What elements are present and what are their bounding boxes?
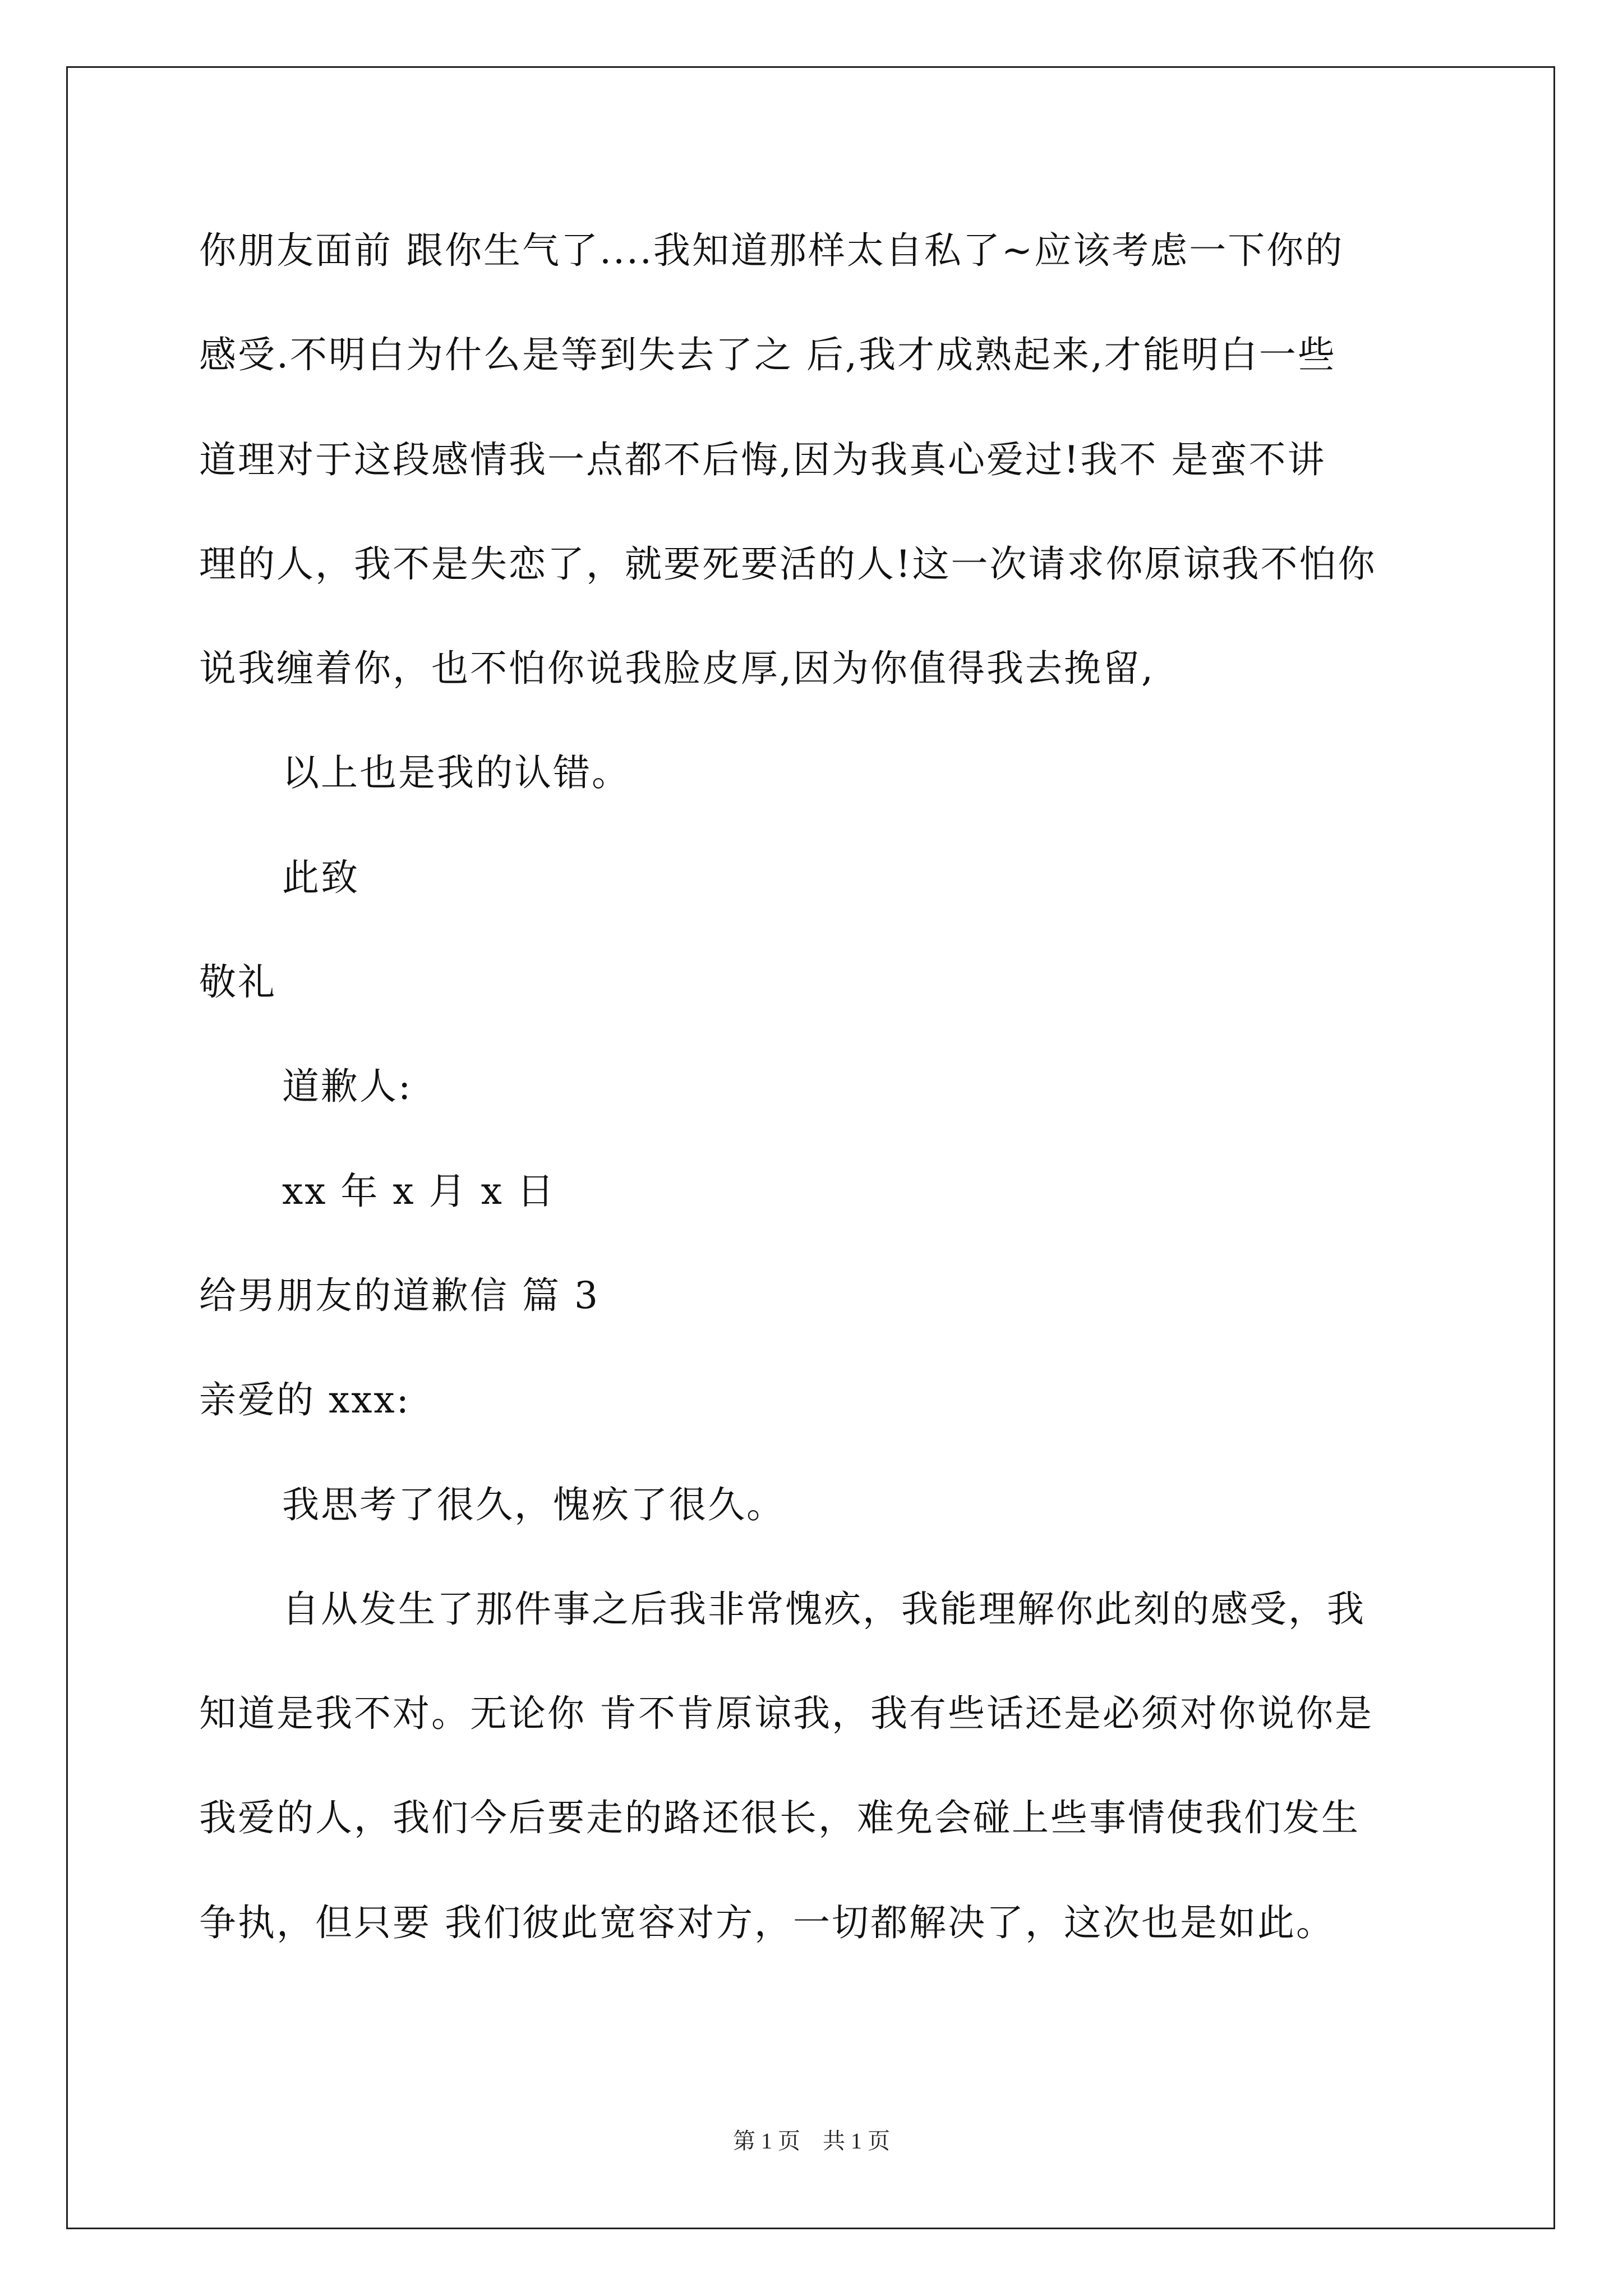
paragraph-line: 争执，但只要 我们彼此宽容对方，一切都解决了，这次也是如此。 (199, 1901, 1335, 1944)
paragraph-line: 自从发生了那件事之后我非常愧疚，我能理解你此刻的感受，我 (282, 1588, 1366, 1631)
section-heading: 给男朋友的道歉信 篇 3 (199, 1274, 600, 1317)
signature-label: 道歉人: (282, 1065, 413, 1108)
paragraph-line: 你朋友面前 跟你生气了....我知道那样太自私了~应该考虑一下你的 (199, 229, 1344, 272)
page-number: 第 1 页 (733, 2128, 800, 2154)
paragraph-line: 知道是我不对。无论你 肯不肯原谅我，我有些话还是必须对你说你是 (199, 1692, 1373, 1735)
paragraph-line: 说我缠着你，也不怕你说我脸皮厚,因为你值得我去挽留, (199, 647, 1155, 690)
salutation-jingli: 敬礼 (199, 960, 276, 1004)
paragraph-line: 我思考了很久，愧疚了很久。 (282, 1483, 785, 1526)
date-line: xx 年 x 月 x 日 (282, 1170, 556, 1213)
closing-statement: 以上也是我的认错。 (282, 751, 630, 794)
paragraph-line: 道理对于这段感情我一点都不后悔,因为我真心爱过!我不 是蛮不讲 (199, 438, 1326, 481)
paragraph-line: 理的人，我不是失恋了，就要死要活的人!这一次请求你原谅我不怕你 (199, 542, 1377, 586)
paragraph-line: 我爱的人，我们今后要走的路还很长，难免会碰上些事情使我们发生 (199, 1796, 1360, 1839)
page-total: 共 1 页 (823, 2128, 890, 2154)
page-footer (0, 2127, 1623, 2155)
paragraph-line: 感受.不明白为什么是等到失去了之 后,我才成熟起来,才能明白一些 (199, 333, 1336, 376)
letter-greeting: 亲爱的 xxx: (199, 1378, 411, 1421)
salutation-cizhi: 此致 (282, 856, 359, 899)
